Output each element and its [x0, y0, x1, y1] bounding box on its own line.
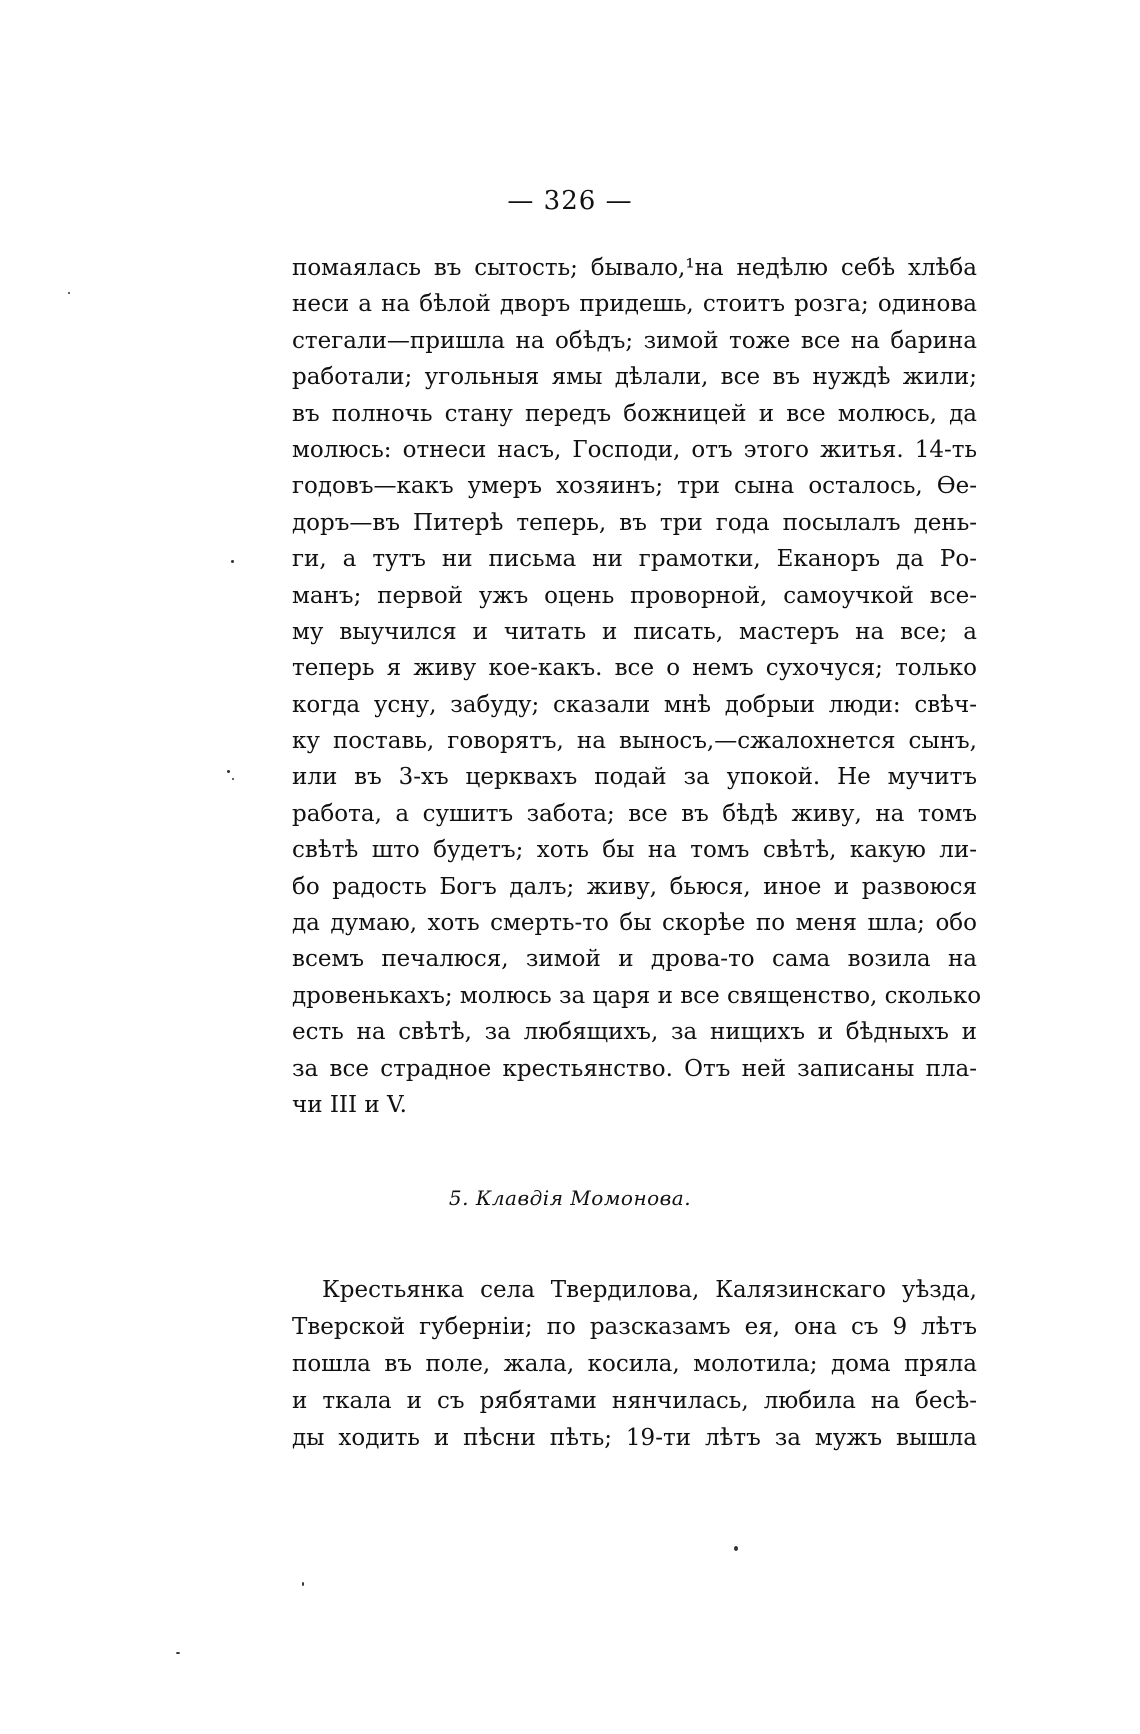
- text-line: дровенькахъ; молюсь за царя и все священство, сколько: [292, 982, 982, 1009]
- text-line: ды ходить и пѣсни пѣть; 19-ти лѣтъ за мужъ вышла: [292, 1425, 977, 1451]
- text-line: му выучился и читать и писать, мастеръ на все; а: [292, 618, 977, 645]
- text-line: работа, а сушитъ забота; все въ бѣдѣ живу, на томъ: [292, 800, 977, 827]
- text-line: да думаю, хоть смерть-то бы скорѣе по меня шла; обо: [292, 910, 977, 937]
- scan-speck: [227, 770, 230, 773]
- scan-speck: [232, 778, 234, 780]
- text-line: стегали—пришла на обѣдъ; зимой тоже все на барина: [292, 327, 977, 354]
- text-line: доръ—въ Питерѣ теперь, въ три года посылалъ день-: [292, 509, 977, 536]
- text-line: или въ 3-хъ церквахъ подай за упокой. Не мучитъ: [292, 764, 977, 791]
- scan-speck: [231, 560, 234, 563]
- text-line: свѣтѣ што будетъ; хоть бы на томъ свѣтѣ, какую ли-: [292, 837, 977, 864]
- text-line: пошла въ поле, жала, косила, молотила; дома пряла: [292, 1351, 977, 1377]
- text-line: Тверской губерніи; по разсказамъ ея, она съ 9 лѣтъ: [292, 1314, 977, 1340]
- text-line: Крестьянка села Твердилова, Калязинскаго уѣзда,: [322, 1277, 977, 1303]
- text-line: ги, а тутъ ни письма ни грамотки, Еканоръ да Ро-: [292, 546, 977, 573]
- text-line: теперь я живу кое-какъ. все о немъ сухочуся; только: [292, 655, 977, 682]
- text-line: манъ; первой ужъ оцень проворной, самоучкой все-: [292, 582, 977, 609]
- text-line: ку поставь, говорятъ, на выносъ,—сжалохнется сынъ,: [292, 728, 977, 755]
- text-line: помаялась въ сытость; бывало,¹на недѣлю себѣ хлѣба: [292, 255, 977, 281]
- page-number: — 326 —: [507, 186, 633, 216]
- paragraph-2: [292, 1272, 977, 1457]
- paragraph-1: [292, 250, 982, 1123]
- text-line: и ткала и съ рябятами нянчилась, любила на бесѣ-: [292, 1388, 977, 1414]
- text-line: когда усну, забуду; сказали мнѣ добрыи люди: свѣч-: [292, 691, 977, 718]
- text-line: годовъ—какъ умеръ хозяинъ; три сына осталось, Ѳе-: [292, 473, 977, 500]
- text-line: чи III и V.: [292, 1091, 407, 1118]
- scan-speck: [176, 1652, 180, 1654]
- text-line: въ полночь стану передъ божницей и все молюсь, да: [292, 400, 977, 427]
- scan-speck: [302, 1582, 304, 1586]
- text-line: молюсь: отнеси насъ, Господи, отъ этого житья. 14-ть: [292, 436, 977, 463]
- text-line: есть на свѣтѣ, за любящихъ, за нищихъ и бѣдныхъ и: [292, 1019, 977, 1046]
- scan-speck: [68, 292, 70, 294]
- text-line: бо радость Богъ далъ; живу, бьюся, иное и развоюся: [292, 873, 977, 900]
- text-line: всемъ печалюся, зимой и дрова-то сама возила на: [292, 946, 977, 973]
- text-line: работали; угольныя ямы дѣлали, все въ нуждѣ жили;: [292, 364, 977, 391]
- section-heading: 5. Клавдія Момонова.: [448, 1186, 692, 1210]
- text-line: за все страдное крестьянство. Отъ ней записаны пла-: [292, 1055, 977, 1082]
- scan-speck: [734, 1546, 738, 1551]
- text-line: неси а на бѣлой дворъ придешь, стоитъ розга; одинова: [292, 291, 977, 318]
